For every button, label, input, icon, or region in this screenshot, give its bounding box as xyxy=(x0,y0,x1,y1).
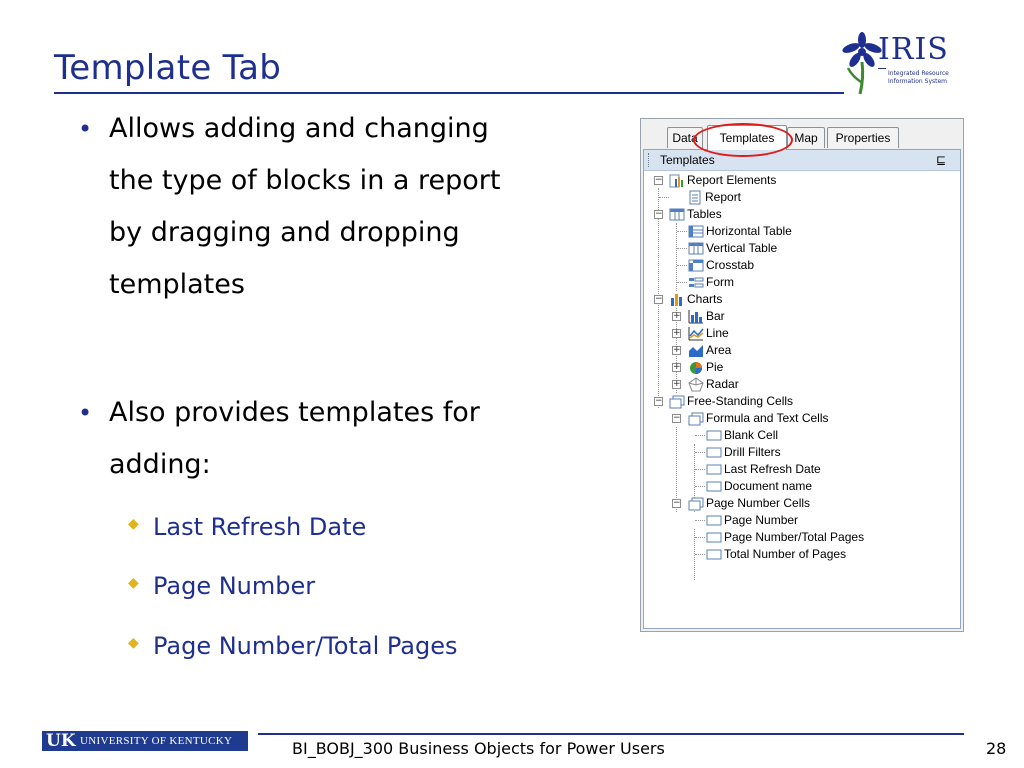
tree-label: Tables xyxy=(687,207,722,221)
pin-icon[interactable]: ⊑ xyxy=(935,153,946,167)
cell-icon xyxy=(706,428,722,443)
iris-flower-icon xyxy=(842,32,882,96)
tree-label: Horizontal Table xyxy=(706,224,792,238)
cell-icon xyxy=(706,513,722,528)
collapse-icon[interactable]: − xyxy=(673,413,681,423)
logo-line-2: Information System xyxy=(888,78,948,85)
cell-icon xyxy=(706,462,722,477)
line-chart-icon xyxy=(688,326,704,341)
title-underline xyxy=(54,92,844,94)
diamond-bullet-icon: ◆ xyxy=(128,516,139,532)
collapse-icon[interactable]: − xyxy=(673,498,681,508)
bar-chart-icon xyxy=(688,309,704,324)
tree-label: Line xyxy=(706,326,729,340)
collapse-icon[interactable]: − xyxy=(655,396,663,406)
bullet-1-line-2: the type of blocks in a report xyxy=(109,165,501,196)
header-grip-icon xyxy=(648,153,651,167)
university-name: UNIVERSITY OF KENTUCKY xyxy=(80,735,233,747)
tree-label: Area xyxy=(706,343,732,357)
logo-rule xyxy=(878,68,886,69)
iris-logo xyxy=(842,32,954,96)
bullet-2-line-1: Also provides templates for xyxy=(109,397,480,428)
uk-logo xyxy=(42,731,248,751)
tree-label: Free-Standing Cells xyxy=(687,394,794,408)
logo-text: IRIS xyxy=(878,32,949,67)
tab-templates[interactable]: Templates xyxy=(707,125,787,150)
tree-label: Blank Cell xyxy=(724,428,779,442)
tree-label: Radar xyxy=(706,377,739,391)
pane-title: Templates xyxy=(660,153,715,167)
tree-label: Document name xyxy=(724,479,813,493)
bullet-1-line-1: Allows adding and changing xyxy=(109,113,489,144)
tab-data[interactable]: Data xyxy=(667,127,703,148)
collapse-icon[interactable]: − xyxy=(655,294,663,304)
footer-rule xyxy=(258,733,964,735)
templates-pane xyxy=(643,149,961,629)
tab-bar xyxy=(641,119,963,149)
chart-icon xyxy=(669,292,685,307)
table-icon xyxy=(669,207,685,222)
tab-map[interactable]: Map xyxy=(787,127,825,148)
bullet-1-line-3: by dragging and dropping xyxy=(109,217,460,248)
bullet-dot-icon: • xyxy=(78,399,93,427)
cell-icon xyxy=(706,547,722,562)
tree-label: Form xyxy=(706,275,734,289)
pane-header xyxy=(644,150,960,171)
tree-label: Formula and Text Cells xyxy=(706,411,829,425)
footer-course: BI_BOBJ_300 Business Objects for Power Users xyxy=(292,739,665,758)
collapse-icon[interactable]: − xyxy=(655,209,663,219)
cell-icon xyxy=(706,530,722,545)
crosstab-icon xyxy=(688,258,704,273)
slide-title: Template Tab xyxy=(54,48,282,88)
tree-label: Charts xyxy=(687,292,723,306)
expand-icon[interactable]: + xyxy=(673,311,681,321)
report-icon xyxy=(687,190,703,205)
page-number: 28 xyxy=(986,739,1007,758)
radar-chart-icon xyxy=(688,377,704,392)
bullet-dot-icon: • xyxy=(78,115,93,143)
tree-label: Pie xyxy=(706,360,724,374)
expand-icon[interactable]: + xyxy=(673,379,681,389)
pie-chart-icon xyxy=(688,360,704,375)
template-tree xyxy=(644,172,960,572)
tab-properties[interactable]: Properties xyxy=(827,127,899,148)
tree-label: Crosstab xyxy=(706,258,755,272)
sub-bullet-text: Page Number xyxy=(153,572,316,600)
cells-icon xyxy=(688,411,704,426)
tree-label: Bar xyxy=(706,309,725,323)
tree-label: Drill Filters xyxy=(724,445,781,459)
expand-icon[interactable]: + xyxy=(673,345,681,355)
vertical-table-icon xyxy=(688,241,704,256)
tree-label: Total Number of Pages xyxy=(724,547,847,561)
area-chart-icon xyxy=(688,343,704,358)
expand-icon[interactable]: + xyxy=(673,328,681,338)
expand-icon[interactable]: + xyxy=(673,362,681,372)
templates-panel-screenshot xyxy=(640,118,964,632)
form-icon xyxy=(688,275,704,290)
diamond-bullet-icon: ◆ xyxy=(128,635,139,651)
cell-icon xyxy=(706,445,722,460)
sub-bullet-text: Page Number/Total Pages xyxy=(153,632,458,660)
collapse-icon[interactable]: − xyxy=(655,175,663,185)
tree-label: Vertical Table xyxy=(706,241,778,255)
bullet-2-line-2: adding: xyxy=(109,449,211,480)
sub-bullet-text: Last Refresh Date xyxy=(153,513,367,541)
uk-letters: UK xyxy=(46,731,76,751)
cells-icon xyxy=(688,496,704,511)
bullet-1-line-4: templates xyxy=(109,269,245,300)
tree-label: Report xyxy=(705,190,742,204)
logo-line-1: Integrated Resource xyxy=(888,70,949,77)
tree-label: Page Number xyxy=(724,513,799,527)
cell-icon xyxy=(706,479,722,494)
tree-label: Report Elements xyxy=(687,173,777,187)
tree-label: Page Number Cells xyxy=(706,496,811,510)
highlight-circle xyxy=(693,123,793,157)
horizontal-table-icon xyxy=(688,224,704,239)
tree-label: Last Refresh Date xyxy=(724,462,821,476)
diamond-bullet-icon: ◆ xyxy=(128,575,139,591)
cells-icon xyxy=(669,394,685,409)
report-elements-icon xyxy=(669,173,685,188)
tree-label: Page Number/Total Pages xyxy=(724,530,865,544)
